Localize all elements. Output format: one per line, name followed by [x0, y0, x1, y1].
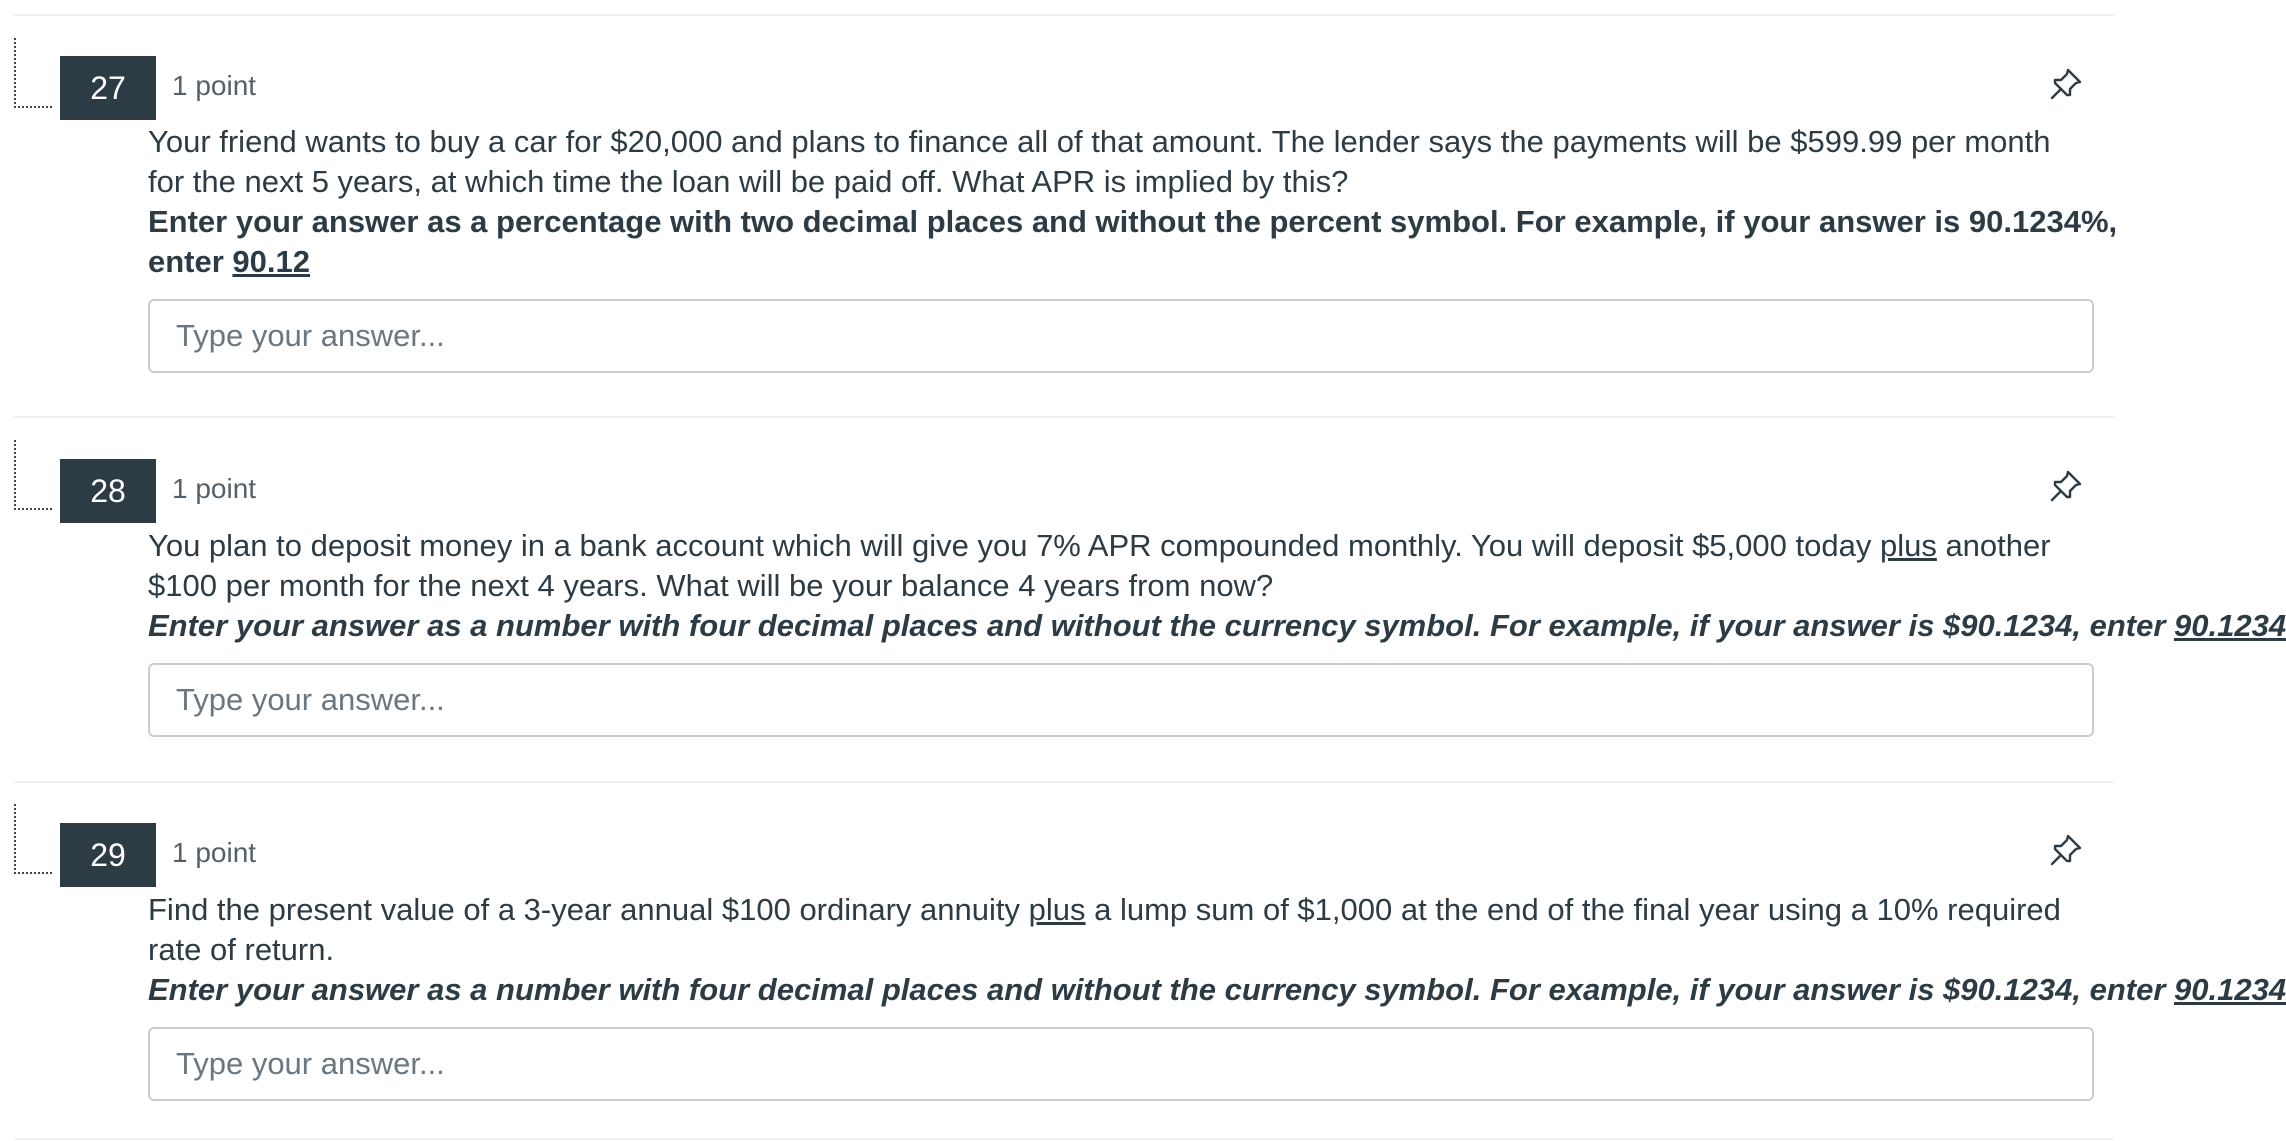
answer-instructions: Enter your answer as a percentage with two decimal places and without the percent symbol. For example, if your answer is 90.1234%,	[148, 204, 2118, 239]
instruction-prefix: Enter your answer as a number with four decimal places and without the currency symbol. For example, if your answer is $90.1234, enter	[148, 608, 2174, 643]
question-text-line	[148, 890, 2098, 930]
answer-input[interactable]	[148, 663, 2094, 737]
question-text-line: $100 per month for the next 4 years. What will be your balance 4 years from now?	[148, 568, 1274, 603]
pin-icon[interactable]	[2046, 830, 2086, 870]
question-text	[148, 890, 2286, 1010]
answer-instructions-end	[148, 242, 2098, 282]
pin-icon-graphic	[2046, 466, 2086, 506]
answer-input[interactable]	[148, 299, 2094, 373]
emphasis-plus: plus	[1879, 528, 1937, 563]
question-flag-marker[interactable]	[14, 38, 52, 108]
text-segment: You plan to deposit money in a bank account which will give you 7% APR compounded monthly. You will deposit $5,000 today	[148, 528, 1880, 563]
question-number: 29	[60, 823, 156, 887]
pin-icon-graphic	[2046, 64, 2086, 104]
instruction-prefix: Enter your answer as a number with four decimal places and without the currency symbol. For example, if your answer is $90.1234, enter	[148, 972, 2174, 1007]
answer-instructions	[148, 606, 2286, 646]
question-text-line: Your friend wants to buy a car for $20,000 and plans to finance all of that amount. The lender says the payments will be $599.99 per month	[148, 124, 2051, 159]
question-flag-marker[interactable]	[14, 440, 52, 510]
question-points: 1 point	[172, 473, 257, 504]
question-flag-marker[interactable]	[14, 804, 52, 874]
text-segment: another	[1936, 528, 2051, 563]
question-number: 28	[60, 459, 156, 523]
instruction-prefix: enter	[148, 244, 233, 279]
text-segment: Find the present value of a 3-year annual $100 ordinary annuity	[148, 892, 1029, 927]
question-text	[148, 526, 2286, 646]
text-segment: a lump sum of $1,000 at the end of the final year using a 10% required	[1085, 892, 2061, 927]
instruction-example: 90.1234	[2174, 972, 2286, 1007]
question-text-line	[148, 526, 2098, 566]
question-divider	[14, 1138, 2114, 1140]
question-number: 27	[60, 56, 156, 120]
question-divider	[14, 14, 2114, 16]
question-text	[148, 122, 2118, 282]
question-divider	[14, 416, 2114, 418]
instruction-example: 90.12	[232, 244, 310, 279]
instruction-example: 90.1234	[2174, 608, 2286, 643]
answer-instructions	[148, 970, 2286, 1010]
question-divider	[14, 781, 2114, 783]
emphasis-plus: plus	[1028, 892, 1086, 927]
question-text-line: rate of return.	[148, 932, 335, 967]
pin-icon[interactable]	[2046, 64, 2086, 104]
pin-icon[interactable]	[2046, 466, 2086, 506]
answer-input[interactable]	[148, 1027, 2094, 1101]
question-text-line: for the next 5 years, at which time the loan will be paid off. What APR is implied by this?	[148, 164, 1349, 199]
question-points: 1 point	[172, 70, 257, 101]
question-points: 1 point	[172, 837, 257, 868]
pin-icon-graphic	[2046, 830, 2086, 870]
